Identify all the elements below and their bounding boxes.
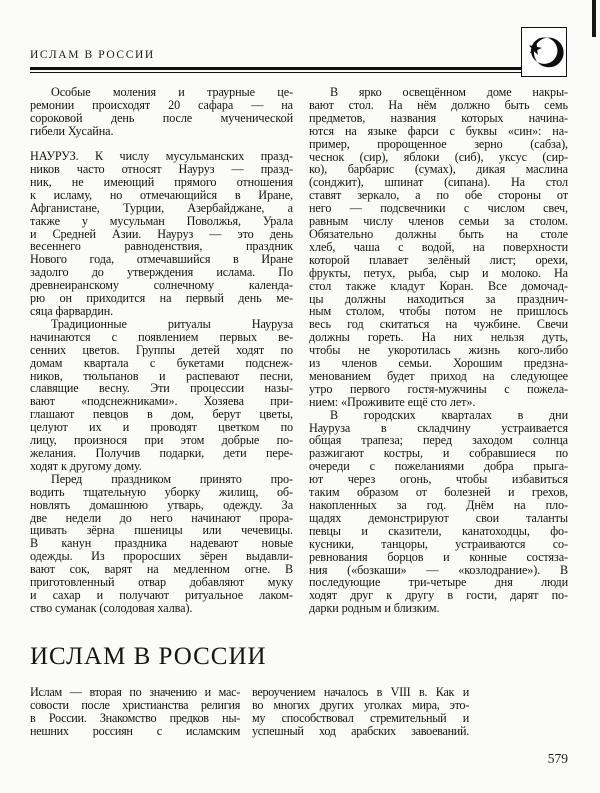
- text-line: утро первого гостя-мужчины с пожела-: [309, 381, 568, 396]
- text-line: приготовленный отвар добавляют муку: [30, 575, 293, 590]
- text-line: ников, тюльпанов и распевают песни,: [30, 368, 293, 383]
- text-line: домам квартала с букетами подснеж-: [30, 355, 293, 370]
- text-line: В канун праздника надевают новые: [30, 536, 293, 551]
- text-line: вают стол. На нём должно быть семь: [309, 97, 568, 112]
- text-line: славящие весну. Эти процессии назы-: [30, 381, 293, 396]
- text-line: таким образом от болезней и грехов,: [309, 485, 568, 500]
- text-line: щадях демонстрируют свои таланты: [309, 510, 568, 525]
- text-line: стол также кладут Коран. Все домочад-: [309, 278, 568, 293]
- text-line: Афганистане, Турции, Азербайджане, а: [30, 200, 293, 215]
- text-line: цы должны находиться за празднич-: [309, 291, 568, 306]
- text-line: накопленных за год. Днём на пло-: [309, 498, 568, 512]
- paragraph: [30, 318, 293, 473]
- article-column-right: [309, 86, 568, 615]
- text-line: совости после христианства религия: [30, 697, 240, 712]
- paragraph: [309, 86, 568, 409]
- text-line: сяца фарвардин.: [30, 304, 114, 318]
- article-column-left: [30, 86, 293, 615]
- text-line: пример, пророщенное зерно (сабза),: [309, 136, 568, 151]
- text-line: водить тщательную уборку жилищ, об-: [30, 484, 293, 499]
- text-line: НАУРУЗ. К числу мусульманских празд-: [30, 149, 293, 164]
- text-line: рю он приходится на первый день ме-: [30, 291, 293, 306]
- paragraph: [30, 150, 293, 318]
- text-line: одежды. Из проросших зёрен выдавли-: [30, 549, 293, 564]
- text-line: вают «подснежниками». Хозяева при-: [30, 394, 293, 409]
- text-line: нием: «Проживите ещё сто лет».: [309, 394, 476, 409]
- paragraph: [309, 409, 568, 616]
- text-line: певцы и сказители, канатоходцы, фо-: [309, 523, 568, 538]
- text-line: ников часто относят Науруз — празд-: [30, 162, 293, 177]
- text-line: Обязательно должны быть на столе: [309, 226, 568, 241]
- text-line: ным столом, чтобы потом не пришлось: [309, 304, 568, 319]
- text-line: чеснок (сир), яблоки (сиб), уксус (сир-: [309, 149, 568, 164]
- text-line: к исламу, но отмечающийся в Иране,: [30, 187, 293, 202]
- text-line: предметов, названия которых начина-: [309, 110, 568, 125]
- text-line: Ислам — вторая по значению и мас-: [30, 685, 240, 699]
- text-line: вают сок, варят на медленном огне. В: [30, 562, 293, 577]
- text-line: лицу, произнося при этом добрые по-: [30, 433, 293, 448]
- text-line: ставят зеркало, а по обе стороны от: [309, 188, 568, 203]
- text-line: должны гореть. На них нельзя дуть,: [309, 330, 568, 345]
- paragraph: [30, 473, 293, 615]
- text-line: равным числу членов семьи за столом.: [309, 214, 568, 229]
- crescent-star-icon: [522, 28, 566, 76]
- paragraph: [252, 686, 469, 738]
- text-line: во многих других уголках мира, это-: [252, 697, 469, 712]
- text-line: очереди с пожеланиями добра прыга-: [309, 459, 568, 474]
- text-line: задолго до утверждения ислама. По: [30, 265, 293, 280]
- text-line: общая трапеза; перед заходом солнца: [309, 433, 568, 448]
- text-line: ник, не имеющий прямого отношения: [30, 174, 293, 189]
- text-line: также у мусульман Поволжья, Урала: [30, 213, 293, 228]
- page-number: 579: [547, 751, 568, 766]
- text-line: в России. Знакомство предков ны-: [30, 710, 240, 725]
- text-line: успешный ход арабских завоеваний.: [252, 723, 469, 738]
- text-line: глашают певцов в дом, берут цветы,: [30, 407, 293, 422]
- text-line: Нового года, отмечавшийся в Иране: [30, 252, 293, 267]
- new-article-column-right: [252, 686, 469, 738]
- text-line: дарки родным и близким.: [309, 601, 440, 616]
- text-line: чтобы не укоротилась жизнь кого-либо: [309, 343, 568, 358]
- text-line: вероучением началось в VIII в. Как и: [252, 685, 469, 699]
- text-line: из членов семьи. Хорошим предзна-: [309, 356, 568, 371]
- text-line: В городских кварталах в дни: [330, 407, 568, 422]
- text-line: древнеиранскому солнечному календа-: [30, 278, 293, 293]
- text-line: сороковой день после мученической: [30, 110, 293, 125]
- text-line: Традиционные ритуалы Науруза: [51, 316, 293, 331]
- header-rule-thick: [30, 67, 521, 70]
- text-line: щивать зёрна пшеницы или чечевицы.: [30, 523, 293, 538]
- text-line: ремонии происходят 20 сафара — на: [30, 97, 293, 112]
- text-line: ходят к другому дому.: [30, 458, 142, 473]
- text-line: разжигают костры, и собравшиеся по: [309, 446, 568, 461]
- text-line: него — подсвечники с числом свеч,: [309, 201, 568, 216]
- text-line: ство суманак (солодовая халва).: [30, 600, 193, 615]
- text-line: Особые моления и траурные це-: [51, 85, 293, 99]
- text-line: Науруза в складчину устраивается: [309, 420, 568, 435]
- text-line: две недели до него начинают прора-: [30, 510, 293, 525]
- text-line: начинаются с появлением первых ве-: [30, 329, 293, 344]
- text-line: последующие три-четыре дня люди: [309, 575, 568, 590]
- text-line: ются на языке фарси с буквы «син»: на-: [309, 123, 568, 138]
- text-line: ко), барбарис (сумах), дикая маслина: [309, 162, 568, 177]
- text-line: весеннего равноденствия, праздник: [30, 239, 293, 254]
- text-line: новлять домашнюю утварь, одежду. За: [30, 497, 293, 512]
- text-line: ют через огонь, чтобы избавиться: [309, 472, 568, 487]
- text-line: гибели Хусайна.: [30, 123, 114, 138]
- running-head: ИСЛАМ В РОССИИ: [30, 49, 155, 61]
- header-rule-thin: [30, 72, 521, 73]
- text-line: сенних цветов. Группы детей ходят по: [30, 342, 293, 357]
- text-line: хлеб, чаша с водой, на поверхности: [309, 239, 568, 254]
- paragraph: [30, 686, 240, 738]
- text-line: ходят друг к другу в гости, дарят по-: [309, 588, 568, 603]
- new-article-column-left: [30, 686, 240, 738]
- text-line: ревнования борцов и конные состяза-: [309, 549, 568, 564]
- chapter-icon-box: [521, 27, 567, 77]
- text-line: нешних россиян с исламским: [30, 723, 240, 738]
- section-title: ИСЛАМ В РОССИИ: [30, 643, 267, 670]
- text-line: В ярко освещённом доме накры-: [330, 85, 568, 99]
- text-line: весь год скитаться на чужбине. Свечи: [309, 317, 568, 332]
- text-line: Перед праздником принято про-: [51, 471, 293, 486]
- text-line: и сахар и получают ритуальное лаком-: [30, 587, 293, 602]
- text-line: желания. Получив подарки, дети пере-: [30, 445, 293, 460]
- text-line: (сонджит), шпинат (сипана). На стол: [309, 175, 568, 190]
- text-line: фрукты, петух, рыба, сыр и молоко. На: [309, 265, 568, 280]
- text-line: кусники, танцоры, устраиваются со-: [309, 536, 568, 551]
- text-line: которой плавает зелёный лист; орехи,: [309, 252, 568, 267]
- text-line: и Средней Азии. Науруз — это день: [30, 226, 293, 241]
- text-line: му способствовал стремительный и: [252, 710, 469, 725]
- text-line: ния («бозкаши» — «козлодрание»). В: [309, 562, 568, 577]
- paragraph: [30, 86, 293, 138]
- text-line: целуют их и проводят цветком по: [30, 420, 293, 435]
- text-line: менованием будет приход на следующее: [309, 368, 568, 383]
- page-edge-mark: [592, 0, 596, 37]
